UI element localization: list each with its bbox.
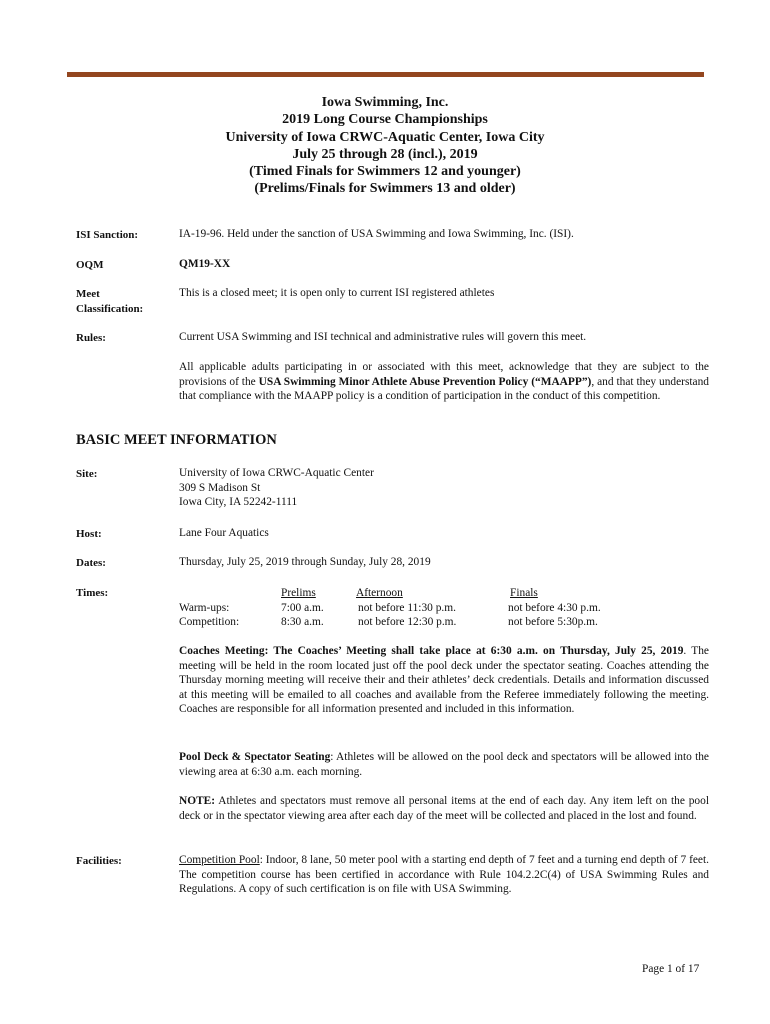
maapp-paragraph (179, 360, 709, 404)
times-col-prelims: Prelims (281, 587, 316, 599)
host-text: Lane Four Aquatics (179, 527, 269, 539)
times-comp-finals: not before 5:30p.m. (508, 616, 598, 628)
times-col-afternoon: Afternoon (356, 587, 403, 599)
pool-deck-paragraph (179, 750, 709, 779)
dates-text: Thursday, July 25, 2019 through Sunday, July 28, 2019 (179, 556, 431, 568)
meet-label-line1: Meet (76, 288, 100, 300)
coaches-meeting-paragraph (179, 644, 709, 717)
coaches-meeting-text: . The meeting will be held in the room located just off the pool deck under the spectator seating. Coaches attending the Thursday morning meeting will receive their and their athletes’ deck credentials. Details and information discussed at this meeting will be emailed to all coaches and available from the Referee immediately following the meeting. Coaches are responsible for all information presented and included in this information. (179, 645, 709, 715)
times-warmup-finals: not before 4:30 p.m. (508, 601, 601, 614)
meet-classification-label (76, 287, 143, 316)
host-label: Host: (76, 528, 102, 540)
times-comp-afternoon: not before 12:30 p.m. (358, 616, 457, 628)
section-title-basic-info: BASIC MEET INFORMATION (76, 432, 277, 448)
maapp-text-c: , and that they understand that compliance with the MAAPP policy is a condition of participation in the conduct of this competition. (179, 375, 709, 402)
isi-sanction-label: ISI Sanction: (76, 229, 139, 241)
facilities-paragraph (179, 853, 709, 897)
site-address (179, 466, 709, 510)
header-rule (67, 72, 704, 77)
coaches-meeting-heading: Coaches Meeting: The Coaches’ Meeting shall take place at 6:30 a.m. on Thursday, July 25, 2019 (179, 645, 684, 657)
site-street: 309 S Madison St (179, 481, 261, 494)
pool-deck-heading: Pool Deck & Spectator Seating (179, 751, 331, 763)
times-warmup-afternoon: not before 11:30 p.m. (358, 601, 456, 614)
times-warmup-label: Warm-ups: (179, 601, 230, 614)
site-city: Iowa City, IA 52242-1111 (179, 496, 298, 508)
header-dates: July 25 through 28 (incl.), 2019 (292, 146, 478, 162)
note-text: Athletes and spectators must remove all personal items at the end of each day. Any item left on the pool deck or in the spectator viewing area after each day of the meet will be collected and placed in the lost and found. (179, 795, 709, 822)
times-label: Times: (76, 587, 109, 599)
pool-deck-text: : Athletes will be allowed on the pool deck and spectators will be allowed into the viewing area at 6:30 a.m. each morning. (179, 751, 709, 778)
competition-pool-heading: Competition Pool (179, 854, 260, 866)
note-paragraph (179, 794, 709, 823)
maapp-text-a: All applicable adults participating in or associated with this meet, acknowledge that they are subject to the provisions of the (179, 361, 709, 388)
facilities-text: : Indoor, 8 lane, 50 meter pool with a starting end depth of 7 feet and a turning end depth of 7 feet. The competition course has been certified in accordance with Rule 104.2.2C(4) of USA Swimming Rules and Regulations. A copy of such certification is on file with USA Swimming. (179, 854, 709, 895)
site-label: Site: (76, 468, 98, 480)
rules-label: Rules: (76, 332, 106, 344)
times-comp-prelims: 8:30 a.m. (281, 616, 324, 628)
meet-label-line2: Classification: (76, 302, 144, 315)
header-timed-finals: (Timed Finals for Swimmers 12 and younger) (249, 164, 521, 180)
header-venue: University of Iowa CRWC-Aquatic Center, Iowa City (225, 129, 545, 145)
note-heading: NOTE: (179, 795, 216, 807)
document-header (0, 94, 770, 198)
page-number: Page 1 of 17 (642, 963, 700, 975)
site-name: University of Iowa CRWC-Aquatic Center (179, 467, 374, 479)
oqm-text: QM19-XX (179, 258, 231, 270)
maapp-policy-name: USA Swimming Minor Athlete Abuse Prevention Policy (“MAAPP”) (258, 375, 592, 388)
times-comp-label: Competition: (179, 616, 240, 628)
times-warmup-prelims: 7:00 a.m. (281, 601, 324, 614)
facilities-label: Facilities: (76, 855, 122, 867)
isi-sanction-text: IA-19-96. Held under the sanction of USA Swimming and Iowa Swimming, Inc. (ISI). (179, 228, 574, 240)
rules-text: Current USA Swimming and ISI technical and administrative rules will govern this meet. (179, 331, 587, 343)
header-org: Iowa Swimming, Inc. (321, 95, 449, 110)
meet-classification-text: This is a closed meet; it is open only to current ISI registered athletes (179, 287, 495, 299)
header-prelims-finals: (Prelims/Finals for Swimmers 13 and older) (254, 181, 516, 197)
oqm-label: OQM (76, 259, 104, 271)
times-col-finals: Finals (510, 587, 538, 599)
header-event: 2019 Long Course Championships (282, 112, 488, 128)
dates-label: Dates: (76, 557, 106, 569)
